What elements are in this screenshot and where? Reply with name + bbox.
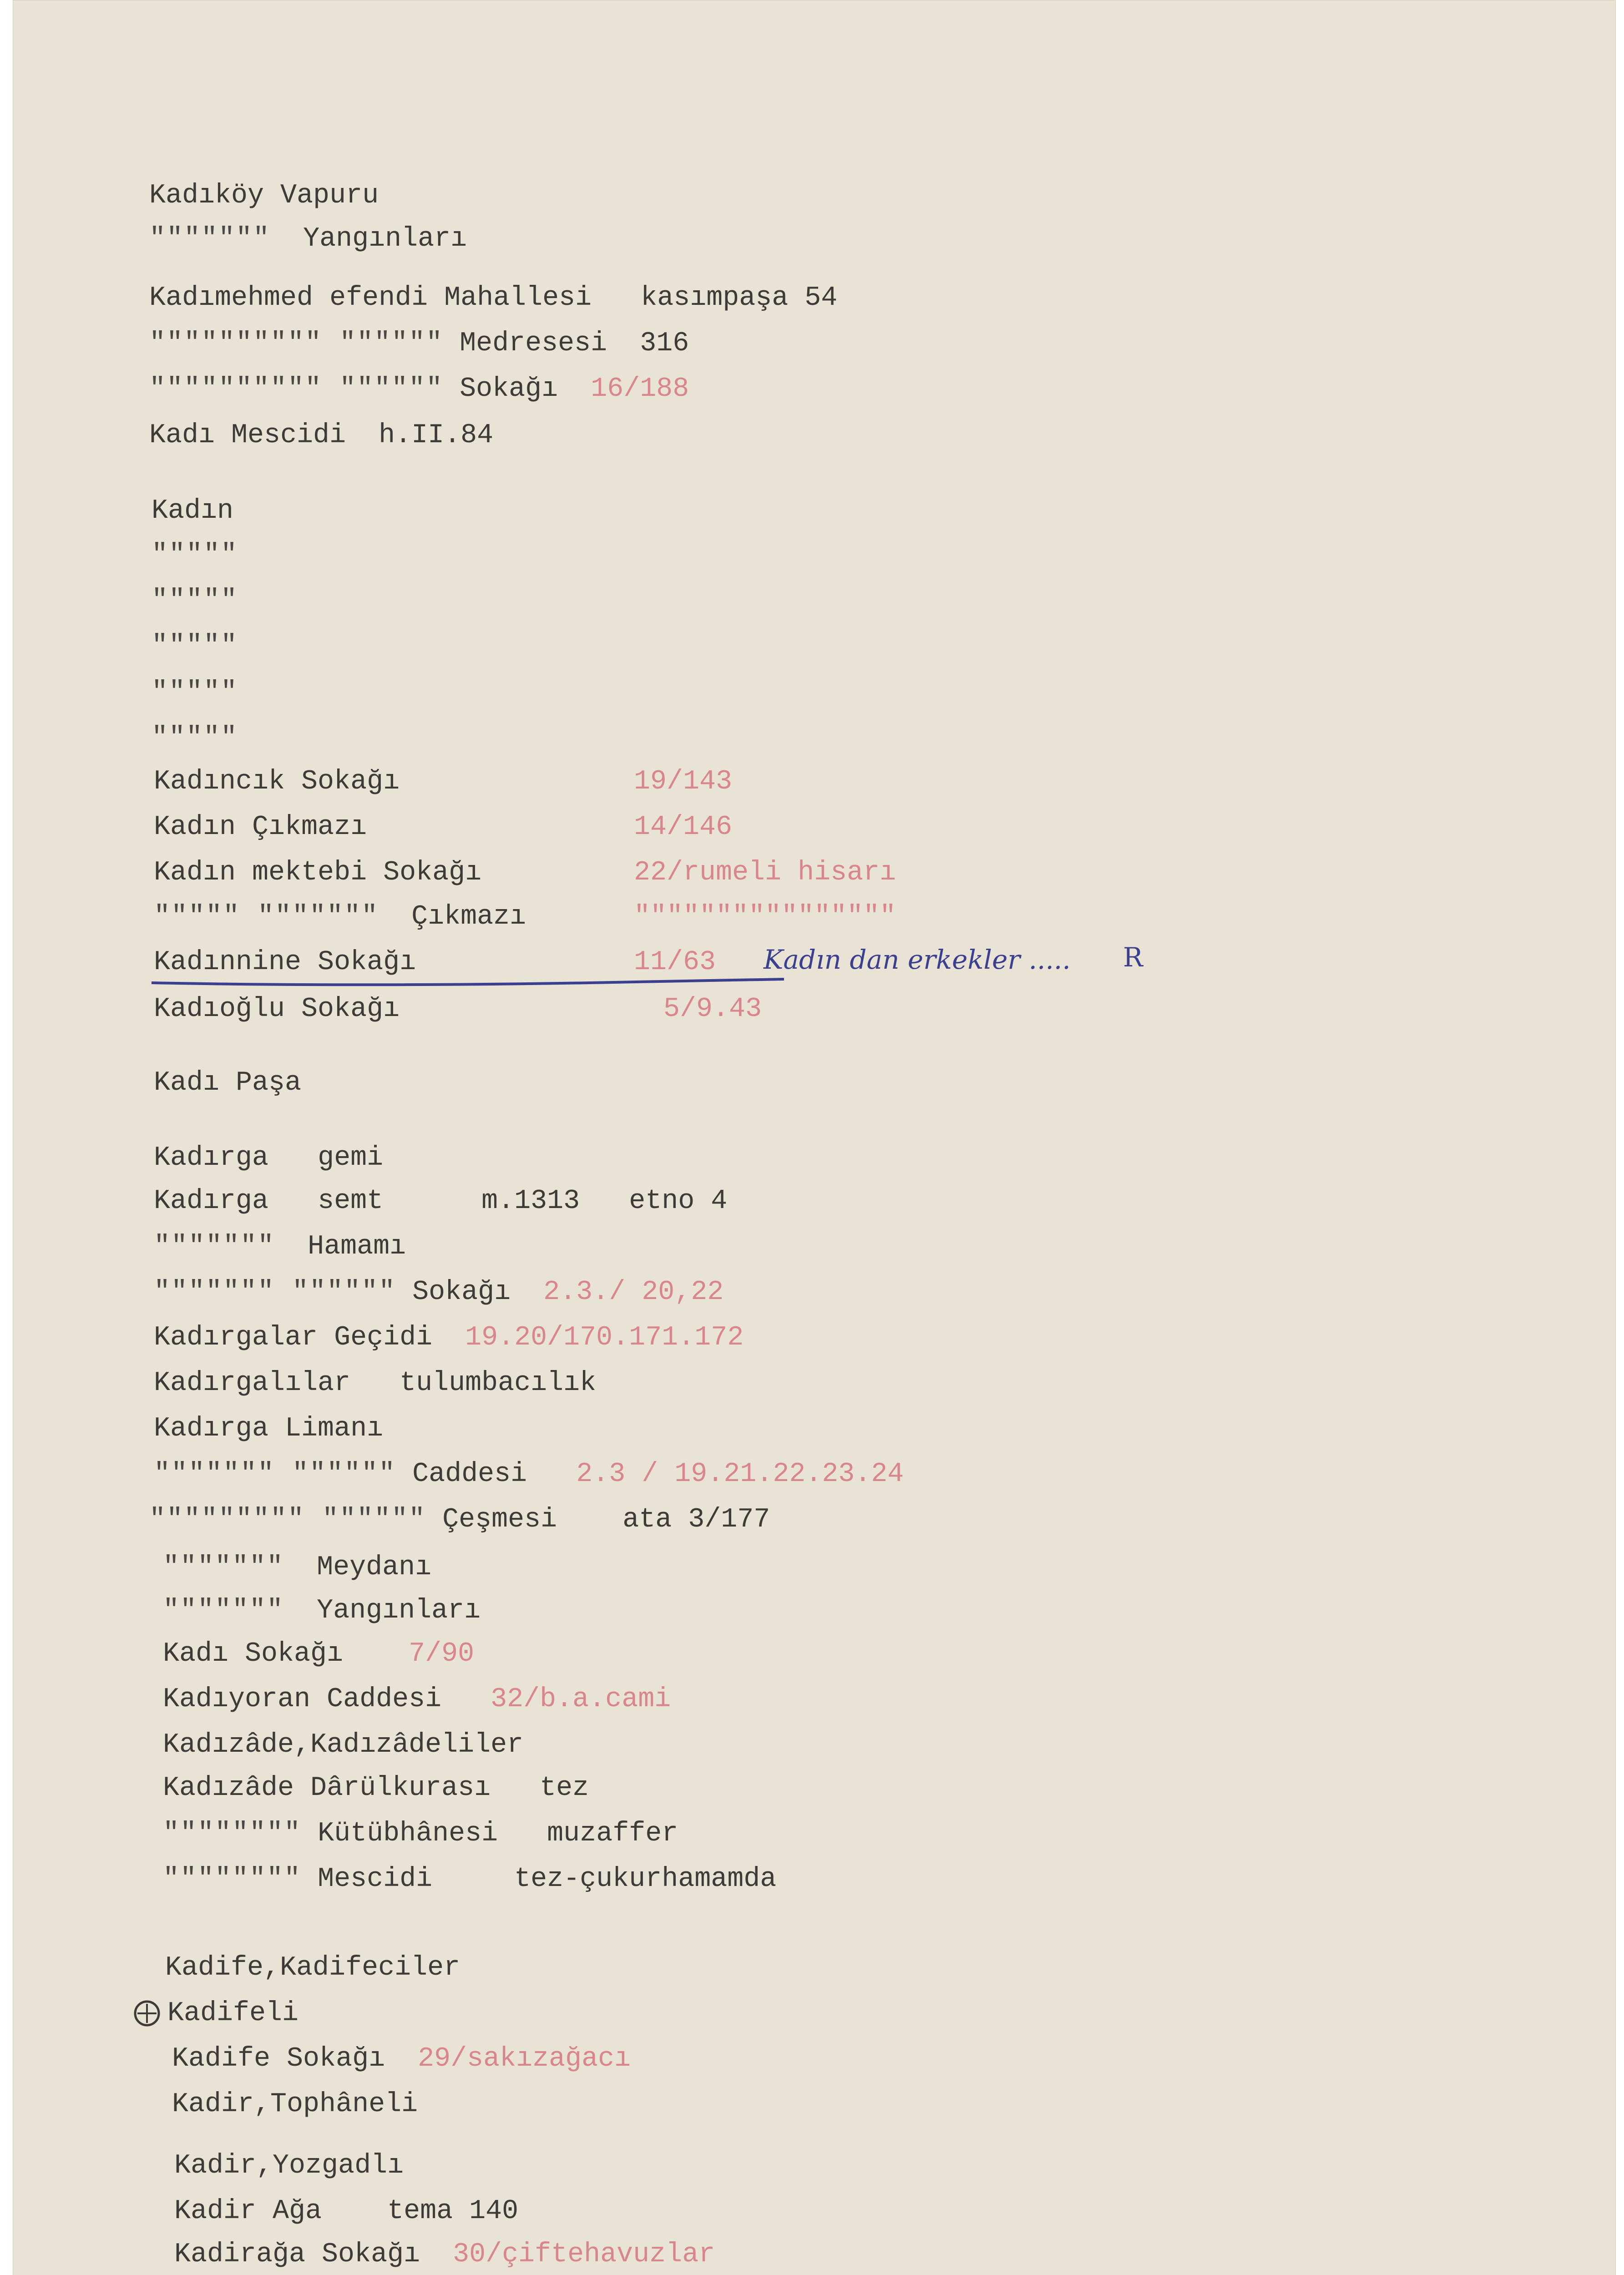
entry-25: Kadırgalılar tulumbacılık bbox=[154, 1368, 597, 1399]
entry-42: Kadir Ağa tema 140 bbox=[174, 2196, 519, 2227]
entry-31: Kadı Sokağı 7/90 bbox=[163, 1638, 475, 1669]
entry-4: """""""""" """""" Medresesi 316 bbox=[149, 328, 689, 359]
entry-17: Kadınnine Sokağı bbox=[154, 947, 416, 978]
entry-9: """"" bbox=[152, 585, 238, 616]
entry-16: """"" """"""" Çıkmazı bbox=[154, 901, 526, 932]
entry-22: """"""" Hamamı bbox=[154, 1231, 406, 1262]
entry-13-ref: 19/143 bbox=[634, 766, 733, 797]
entry-19: Kadı Paşa bbox=[154, 1067, 302, 1098]
entry-23: """"""" """""" Sokağı 2.3./ 20,22 bbox=[154, 1277, 724, 1308]
entry-14: Kadın Çıkmazı bbox=[154, 812, 367, 843]
entry-15: Kadın mektebi Sokağı bbox=[154, 857, 482, 888]
entry-16-ref: """""""""""""""" bbox=[634, 901, 896, 932]
entry-21: Kadırga semt m.1313 etno 4 bbox=[154, 1186, 728, 1217]
entry-28: """"""""" """""" Çeşmesi ata 3/177 bbox=[149, 1504, 770, 1535]
entry-11: """"" bbox=[152, 677, 238, 708]
entry-8: """"" bbox=[152, 540, 238, 571]
entry-35: """""""" Kütübhânesi muzaffer bbox=[163, 1818, 678, 1849]
entry-14-ref: 14/146 bbox=[634, 812, 733, 843]
entry-2: """"""" Yangınları bbox=[149, 223, 467, 254]
entry-18: Kadıoğlu Sokağı bbox=[154, 994, 400, 1025]
entry-38: Kadifeli bbox=[167, 1998, 299, 2029]
entry-24: Kadırgalar Geçidi 19.20/170.171.172 bbox=[154, 1322, 744, 1353]
entry-17-ref: 11/63 bbox=[634, 947, 716, 978]
entry-32: Kadıyoran Caddesi 32/b.a.cami bbox=[163, 1684, 671, 1715]
entry-41: Kadir,Yozgadlı bbox=[174, 2150, 404, 2181]
entry-27: """"""" """""" Caddesi 2.3 / 19.21.22.23.24 bbox=[154, 1459, 904, 1490]
entry-37: Kadife,Kadifeciler bbox=[165, 1952, 460, 1983]
entry-15-ref: 22/rumeli hisarı bbox=[634, 857, 896, 888]
entry-26: Kadırga Limanı bbox=[154, 1413, 384, 1444]
entry-36: """""""" Mescidi tez-çukurhamamda bbox=[163, 1864, 777, 1895]
entry-18-ref: 5/9.43 bbox=[663, 994, 762, 1025]
entry-3: Kadımehmed efendi Mahallesi kasımpaşa 54 bbox=[149, 283, 838, 313]
entry-30: """"""" Yangınları bbox=[163, 1595, 481, 1626]
entry-40: Kadir,Tophâneli bbox=[172, 2089, 418, 2120]
entry-43: Kadirağa Sokağı 30/çiftehavuzlar bbox=[174, 2239, 715, 2270]
circled-plus-mark bbox=[131, 1997, 163, 2029]
entry-39: Kadife Sokağı 29/sakızağacı bbox=[172, 2043, 631, 2074]
entry-33: Kadızâde,Kadızâdeliler bbox=[163, 1729, 524, 1760]
entry-34: Kadızâde Dârülkurası tez bbox=[163, 1773, 589, 1804]
entry-1: Kadıköy Vapuru bbox=[149, 180, 379, 211]
entry-29: """"""" Meydanı bbox=[163, 1552, 432, 1583]
entry-13: Kadıncık Sokağı bbox=[154, 766, 400, 797]
typed-index-card bbox=[13, 0, 1616, 2275]
entry-20: Kadırga gemi bbox=[154, 1143, 384, 1173]
handwritten-underline bbox=[149, 974, 786, 992]
handwritten-initial: R bbox=[1123, 942, 1143, 973]
handwritten-note: Kadın dan erkekler ..... bbox=[764, 944, 1071, 975]
entry-5: """""""""" """""" Sokağı 16/188 bbox=[149, 374, 689, 404]
entry-12: """"" bbox=[152, 723, 238, 753]
entry-7: Kadın bbox=[152, 495, 234, 526]
entry-6: Kadı Mescidi h.II.84 bbox=[149, 420, 494, 451]
entry-10: """"" bbox=[152, 631, 238, 662]
